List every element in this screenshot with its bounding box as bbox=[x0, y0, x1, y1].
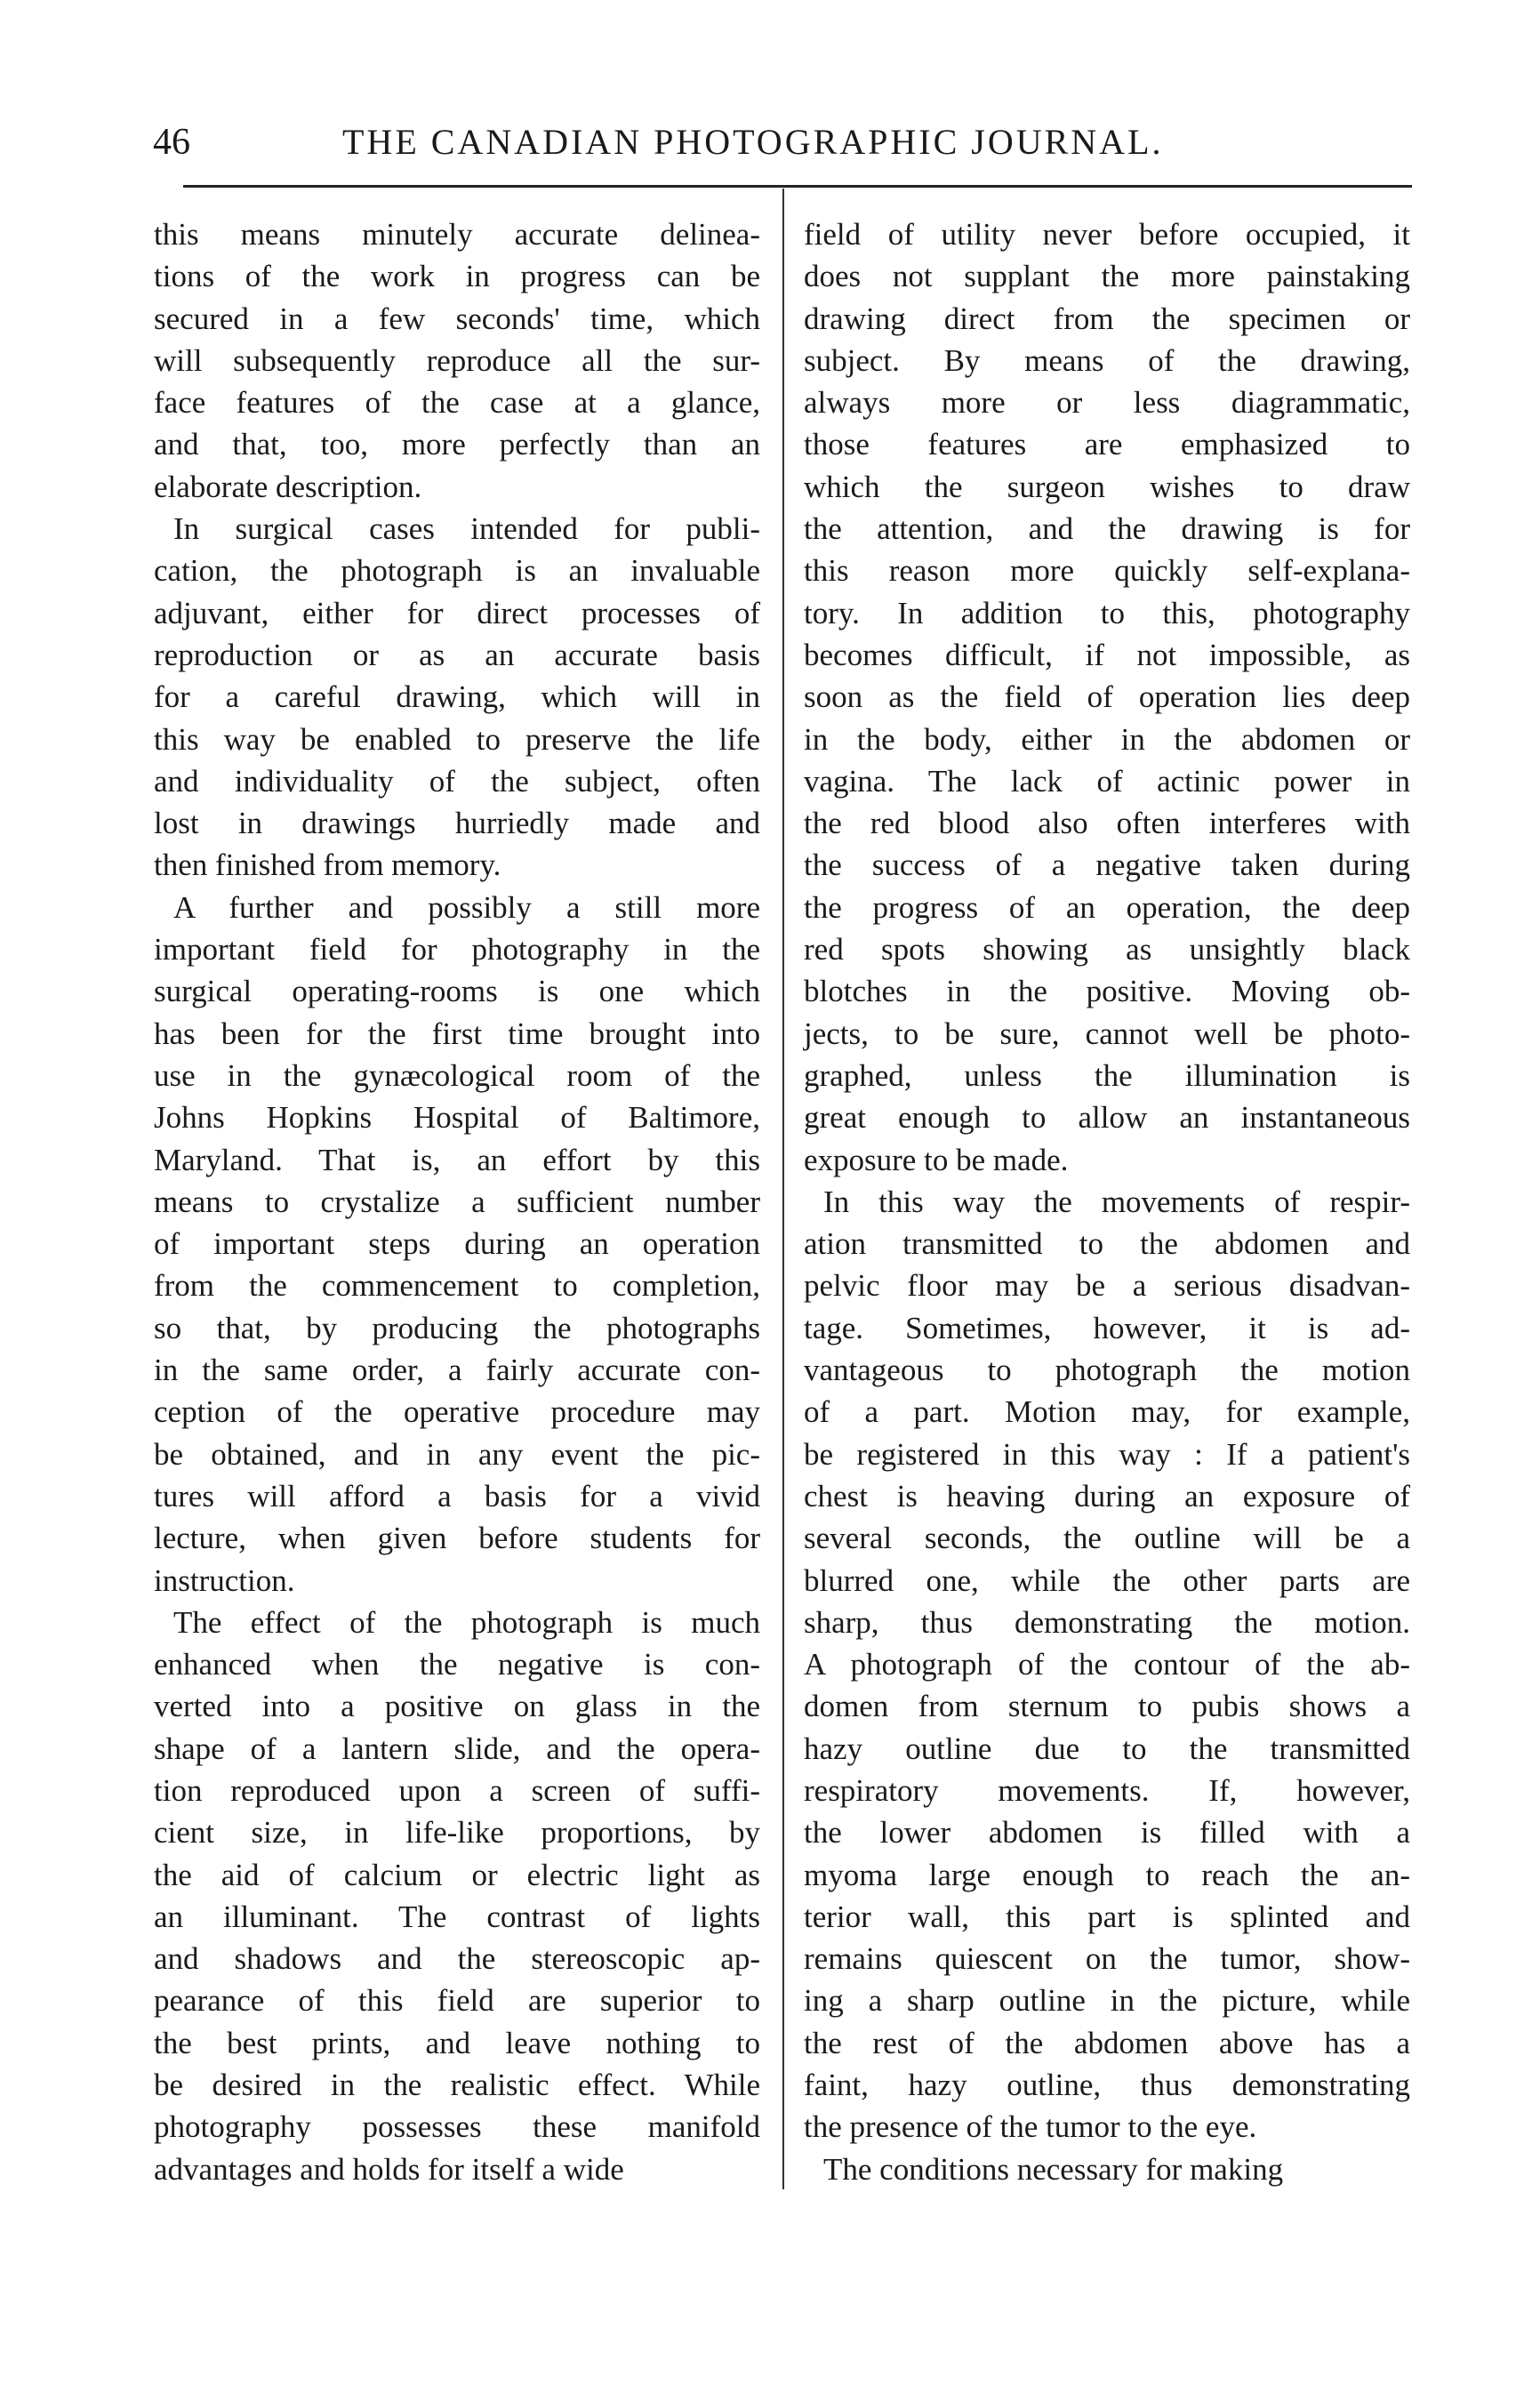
text-line: several seconds, the outline will be a bbox=[804, 1521, 1410, 1556]
right-column bbox=[804, 213, 1410, 2190]
text-line: ation transmitted to the abdomen and bbox=[804, 1226, 1410, 1262]
text-line: A further and possibly a still more bbox=[173, 889, 760, 925]
text-line: of important steps during an operation bbox=[154, 1226, 760, 1262]
text-line: sharp, thus demonstrating the motion. bbox=[804, 1604, 1410, 1640]
text-line: from the commencement to completion, bbox=[154, 1268, 760, 1304]
text-line: becomes difficult, if not impossible, as bbox=[804, 637, 1410, 672]
text-line: reproduction or as an accurate basis bbox=[154, 637, 760, 672]
text-line: subject. By means of the drawing, bbox=[804, 342, 1410, 378]
text-line: faint, hazy outline, thus demonstrating bbox=[804, 2068, 1410, 2103]
text-line: the presence of the tumor to the eye. bbox=[804, 2109, 1257, 2145]
text-line: the attention, and the drawing is for bbox=[804, 511, 1410, 547]
text-line: the lower abdomen is filled with a bbox=[804, 1815, 1410, 1851]
text-line: photography possesses these manifold bbox=[154, 2109, 760, 2145]
text-line: and shadows and the stereoscopic ap- bbox=[154, 1941, 760, 1977]
text-line: pearance of this field are superior to bbox=[154, 1983, 760, 2019]
text-line: tory. In addition to this, photography bbox=[804, 595, 1410, 630]
header-rule bbox=[183, 185, 1412, 188]
text-line: the aid of calcium or electric light as bbox=[154, 1857, 760, 1892]
text-line: respiratory movements. If, however, bbox=[804, 1772, 1410, 1808]
text-line: verted into a positive on glass in the bbox=[154, 1689, 760, 1724]
text-line: pelvic floor may be a serious disadvan- bbox=[804, 1268, 1410, 1304]
text-line: be desired in the realistic effect. While bbox=[154, 2068, 760, 2103]
column-divider bbox=[782, 189, 784, 2189]
text-line: secured in a few seconds' time, which bbox=[154, 301, 760, 336]
page-number: 46 bbox=[153, 122, 190, 163]
text-line: for a careful drawing, which will in bbox=[154, 679, 760, 715]
text-line: remains quiescent on the tumor, show- bbox=[804, 1941, 1410, 1977]
text-line: face features of the case at a glance, bbox=[154, 385, 760, 421]
text-line: A photograph of the contour of the ab- bbox=[804, 1647, 1410, 1682]
text-line: surgical operating-rooms is one which bbox=[154, 974, 760, 1009]
text-line: does not supplant the more painstaking bbox=[804, 259, 1410, 294]
text-line: an illuminant. The contrast of lights bbox=[154, 1899, 760, 1934]
text-line: Maryland. That is, an effort by this bbox=[154, 1142, 760, 1177]
text-line: graphed, unless the illumination is bbox=[804, 1057, 1410, 1093]
journal-title: THE CANADIAN PHOTOGRAPHIC JOURNAL. bbox=[342, 122, 1164, 162]
text-line: instruction. bbox=[154, 1562, 295, 1598]
text-line: and that, too, more perfectly than an bbox=[154, 427, 760, 462]
text-line: hazy outline due to the transmitted bbox=[804, 1731, 1410, 1766]
text-line: domen from sternum to pubis shows a bbox=[804, 1689, 1410, 1724]
text-line: the progress of an operation, the deep bbox=[804, 889, 1410, 925]
text-line: this reason more quickly self-explana- bbox=[804, 553, 1410, 589]
text-line: tion reproduced upon a screen of suffi- bbox=[154, 1772, 760, 1808]
text-line: be obtained, and in any event the pic- bbox=[154, 1436, 760, 1472]
text-line: which the surgeon wishes to draw bbox=[804, 469, 1410, 504]
text-line: tures will afford a basis for a vivid bbox=[154, 1478, 760, 1514]
text-line: exposure to be made. bbox=[804, 1142, 1069, 1177]
text-line: myoma large enough to reach the an- bbox=[804, 1857, 1410, 1892]
text-line: adjuvant, either for direct processes of bbox=[154, 595, 760, 630]
left-column bbox=[154, 213, 760, 2190]
text-line: the success of a negative taken during bbox=[804, 847, 1410, 883]
text-line: great enough to allow an instantaneous bbox=[804, 1100, 1410, 1136]
text-line: the best prints, and leave nothing to bbox=[154, 2025, 760, 2060]
text-line: elaborate description. bbox=[154, 469, 422, 504]
text-line: blurred one, while the other parts are bbox=[804, 1562, 1410, 1598]
text-line: chest is heaving during an exposure of bbox=[804, 1478, 1410, 1514]
text-line: cient size, in life-like proportions, by bbox=[154, 1815, 760, 1851]
text-line: ception of the operative procedure may bbox=[154, 1394, 760, 1430]
text-line: always more or less diagrammatic, bbox=[804, 385, 1410, 421]
text-line: The conditions necessary for making bbox=[823, 2151, 1284, 2187]
text-line: then finished from memory. bbox=[154, 847, 501, 883]
text-line: soon as the field of operation lies deep bbox=[804, 679, 1410, 715]
text-line: of a part. Motion may, for example, bbox=[804, 1394, 1410, 1430]
text-line: vagina. The lack of actinic power in bbox=[804, 763, 1410, 799]
text-line: important field for photography in the bbox=[154, 932, 760, 968]
text-line: jects, to be sure, cannot well be photo- bbox=[804, 1016, 1410, 1051]
text-line: in the body, either in the abdomen or bbox=[804, 721, 1410, 757]
text-line: advantages and holds for itself a wide bbox=[154, 2151, 624, 2187]
text-line: those features are emphasized to bbox=[804, 427, 1410, 462]
text-line: tions of the work in progress can be bbox=[154, 259, 760, 294]
text-line: blotches in the positive. Moving ob- bbox=[804, 974, 1410, 1009]
text-line: tage. Sometimes, however, it is ad- bbox=[804, 1310, 1410, 1345]
text-line: The effect of the photograph is much bbox=[173, 1604, 760, 1640]
text-line: In surgical cases intended for publi- bbox=[173, 511, 760, 547]
text-line: drawing direct from the specimen or bbox=[804, 301, 1410, 336]
text-line: means to crystalize a sufficient number bbox=[154, 1184, 760, 1219]
text-line: ing a sharp outline in the picture, while bbox=[804, 1983, 1410, 2019]
text-line: Johns Hopkins Hospital of Baltimore, bbox=[154, 1100, 760, 1136]
text-line: the rest of the abdomen above has a bbox=[804, 2025, 1410, 2060]
text-line: this way be enabled to preserve the life bbox=[154, 721, 760, 757]
text-line: be registered in this way : If a patient's bbox=[804, 1436, 1410, 1472]
text-line: and individuality of the subject, often bbox=[154, 763, 760, 799]
text-line: lecture, when given before students for bbox=[154, 1521, 760, 1556]
text-line: has been for the first time brought into bbox=[154, 1016, 760, 1051]
text-line: vantageous to photograph the motion bbox=[804, 1353, 1410, 1388]
text-line: lost in drawings hurriedly made and bbox=[154, 806, 760, 841]
text-line: the red blood also often interferes with bbox=[804, 806, 1410, 841]
text-line: this means minutely accurate delinea- bbox=[154, 217, 760, 252]
text-line: use in the gynæcological room of the bbox=[154, 1057, 760, 1093]
text-line: so that, by producing the photographs bbox=[154, 1310, 760, 1345]
text-line: in the same order, a fairly accurate con- bbox=[154, 1353, 760, 1388]
text-line: In this way the movements of respir- bbox=[823, 1184, 1410, 1219]
text-line: shape of a lantern slide, and the opera- bbox=[154, 1731, 760, 1766]
text-line: red spots showing as unsightly black bbox=[804, 932, 1410, 968]
text-line: enhanced when the negative is con- bbox=[154, 1647, 760, 1682]
text-line: cation, the photograph is an invaluable bbox=[154, 553, 760, 589]
text-line: terior wall, this part is splinted and bbox=[804, 1899, 1410, 1934]
text-line: field of utility never before occupied, it bbox=[804, 217, 1410, 252]
text-line: will subsequently reproduce all the sur- bbox=[154, 342, 760, 378]
